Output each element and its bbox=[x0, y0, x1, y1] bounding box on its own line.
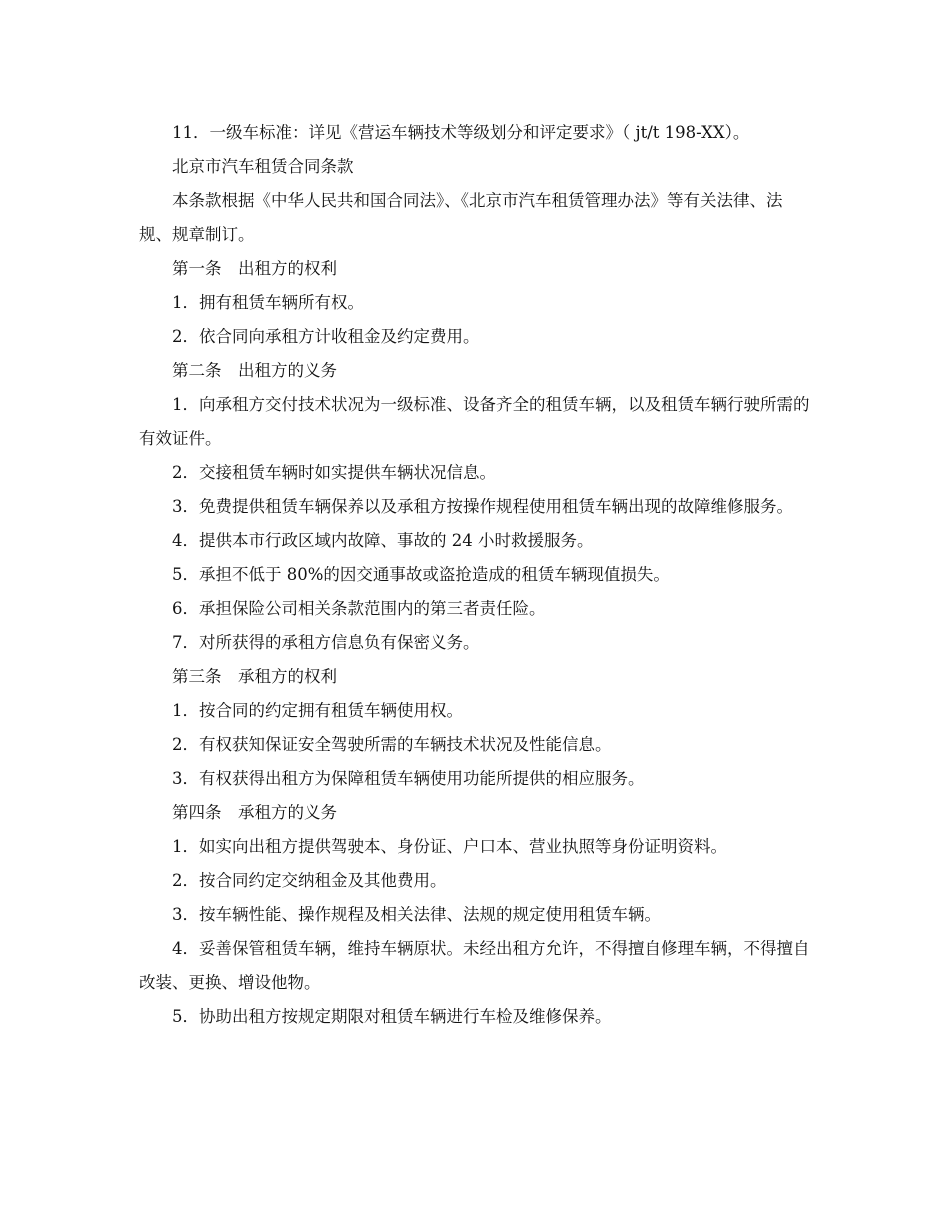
paragraph-standard-note: 11．一级车标准：详见《营运车辆技术等级划分和评定要求》（ jt/t 198-XX）。 bbox=[172, 123, 750, 142]
article-2-item-1: 1．向承租方交付技术状况为一级标准、设备齐全的租赁车辆，以及租赁车辆行驶所需的有效证件。 bbox=[139, 395, 810, 448]
article-4-item-3: 3．按车辆性能、操作规程及相关法律、法规的规定使用租赁车辆。 bbox=[172, 905, 661, 924]
article-3-heading: 第三条 承租方的权利 bbox=[172, 667, 337, 686]
document-body bbox=[139, 116, 811, 1034]
article-4-item-5: 5．协助出租方按规定期限对租赁车辆进行车检及维修保养。 bbox=[172, 1007, 612, 1026]
article-4-item-2: 2．按合同约定交纳租金及其他费用。 bbox=[172, 871, 447, 890]
article-2-item-7: 7．对所获得的承租方信息负有保密义务。 bbox=[172, 633, 480, 652]
article-2-item-5: 5．承担不低于 80%的因交通事故或盗抢造成的租赁车辆现值损失。 bbox=[172, 565, 670, 584]
article-1-heading: 第一条 出租方的权利 bbox=[172, 259, 337, 278]
article-2-heading: 第二条 出租方的义务 bbox=[172, 361, 337, 380]
article-1-item-1: 1．拥有租赁车辆所有权。 bbox=[172, 293, 364, 312]
article-4-heading: 第四条 承租方的义务 bbox=[172, 803, 337, 822]
paragraph-preamble: 本条款根据《中华人民共和国合同法》、《北京市汽车租赁管理办法》等有关法律、法规、规章制订。 bbox=[139, 191, 783, 244]
article-2-item-6: 6．承担保险公司相关条款范围内的第三者责任险。 bbox=[172, 599, 546, 618]
article-1-item-2: 2．依合同向承租方计收租金及约定费用。 bbox=[172, 327, 480, 346]
article-2-item-4: 4．提供本市行政区域内故障、事故的 24 小时救援服务。 bbox=[172, 531, 594, 550]
article-4-item-4: 4．妥善保管租赁车辆，维持车辆原状。未经出租方允许，不得擅自修理车辆，不得擅自改装、更换、增设他物。 bbox=[139, 939, 810, 992]
article-4-item-1: 1．如实向出租方提供驾驶本、身份证、户口本、营业执照等身份证明资料。 bbox=[172, 837, 727, 856]
article-2-item-3: 3．免费提供租赁车辆保养以及承租方按操作规程使用租赁车辆出现的故障维修服务。 bbox=[172, 497, 793, 516]
article-3-item-2: 2．有权获知保证安全驾驶所需的车辆技术状况及性能信息。 bbox=[172, 735, 612, 754]
article-3-item-3: 3．有权获得出租方为保障租赁车辆使用功能所提供的相应服务。 bbox=[172, 769, 645, 788]
contract-title: 北京市汽车租赁合同条款 bbox=[172, 157, 354, 176]
article-2-item-2: 2．交接租赁车辆时如实提供车辆状况信息。 bbox=[172, 463, 496, 482]
article-3-item-1: 1．按合同的约定拥有租赁车辆使用权。 bbox=[172, 701, 463, 720]
